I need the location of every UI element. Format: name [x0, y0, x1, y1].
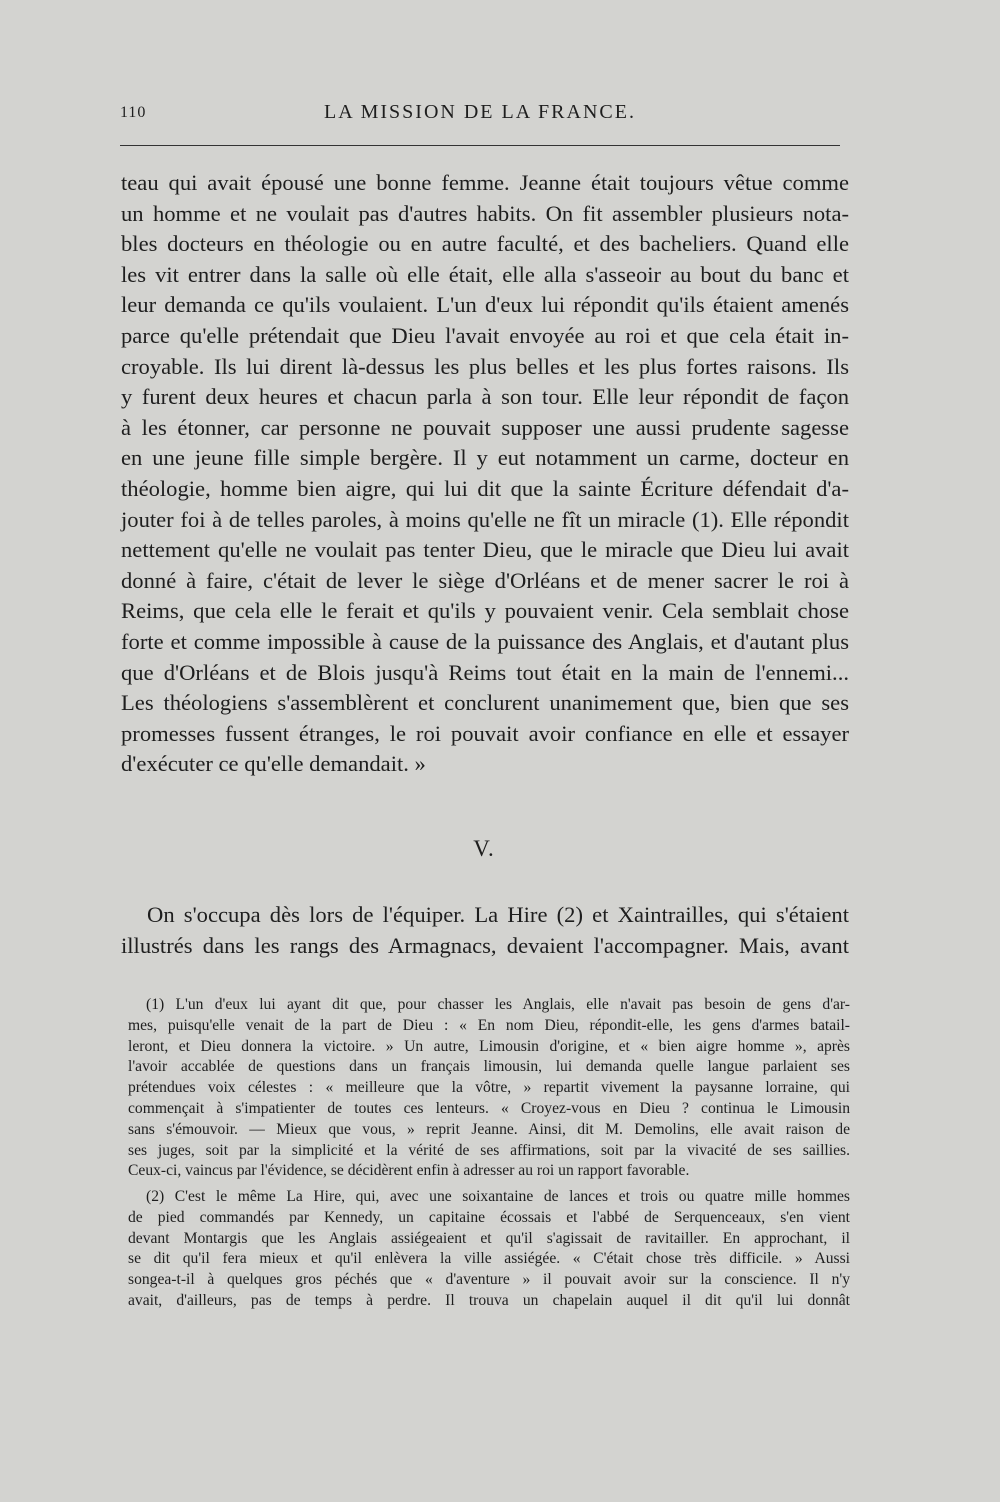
footnote-line: mes, puisqu'elle venait de la part de Dieu : « En nom Dieu, répondit-elle, les gens d'armes batail-: [128, 1016, 850, 1034]
text-line: leur demanda ce qu'ils voulaient. L'un d'eux lui répondit qu'ils étaient amenés: [121, 292, 849, 318]
text-line: Les théologiens s'assemblèrent et conclurent unanimement que, bien que ses: [121, 690, 849, 716]
text-line: théologie, homme bien aigre, qui lui dit que la sainte Écriture défendait d'a-: [121, 475, 849, 501]
header-rule: [120, 145, 840, 146]
footnote-line: avait, d'ailleurs, pas de temps à perdre. Il trouva un chapelain auquel il dit qu'il lui donnât: [128, 1291, 850, 1309]
text-line: nettement qu'elle ne voulait pas tenter Dieu, que le miracle que Dieu lui avait: [121, 537, 849, 563]
section-heading: V.: [473, 836, 495, 861]
text-line: en une jeune fille simple bergère. Il y eut notamment un carme, docteur en: [121, 445, 849, 471]
text-line: promesses fussent étranges, le roi pouvait avoir confiance en elle et essayer: [121, 720, 849, 746]
footnote-line: songea-t-il à quelques gros péchés que « d'aventure » il pouvait avoir sur la conscience. Il n'y: [128, 1271, 850, 1289]
footnote-1: [128, 995, 850, 1182]
page-number: 110: [120, 104, 147, 121]
footnote-2: [128, 1187, 850, 1312]
body-paragraph: [121, 900, 849, 961]
footnote-line: devant Montargis que les Anglais assiégeaient et qu'il s'agissait de ravitailler. En approchant, il: [128, 1229, 850, 1247]
text-line: un homme et ne voulait pas d'autres habits. On fit assembler plusieurs nota-: [121, 200, 849, 226]
body-paragraph: [121, 168, 849, 780]
text-line: donné à faire, c'était de lever le siège d'Orléans et de mener sacrer le roi à: [121, 567, 849, 593]
footnote-line: Ceux-ci, vaincus par l'évidence, se décidèrent enfin à adresser au roi un rapport favorable.: [128, 1162, 690, 1180]
footnote-line: se dit qu'il fera mieux et qu'il enlèvera la ville assiégée. « C'était chose très difficile. » Aussi: [128, 1250, 850, 1268]
footnote-line: commençait à s'impatienter de toutes ces lenteurs. « Croyez-vous en Dieu ? continua le Limousin: [128, 1099, 850, 1117]
text-line: On s'occupa dès lors de l'équiper. La Hire (2) et Xaintrailles, qui s'étaient: [147, 902, 849, 927]
text-line: que d'Orléans et de Blois jusqu'à Reims tout était en la main de l'ennemi...: [121, 659, 849, 685]
footnote-line: sans s'émouvoir. — Mieux que vous, » reprit Jeanne. Ainsi, dit M. Demolins, elle avait raison de: [128, 1120, 850, 1138]
text-line: y furent deux heures et chacun parla à son tour. Elle leur répondit de façon: [121, 384, 849, 410]
text-line: croyable. Ils lui dirent là-dessus les plus belles et les plus fortes raisons. Ils: [121, 353, 849, 379]
text-line: illustrés dans les rangs des Armagnacs, devaient l'accompagner. Mais, avant: [121, 932, 849, 958]
text-line: parce qu'elle prétendait que Dieu l'avait envoyée au roi et que cela était in-: [121, 322, 849, 348]
footnote-line: ses juges, soit par la simplicité et la vérité de ses affirmations, soit par la vivacité de ses saillies.: [128, 1141, 850, 1159]
footnote-line: de pied commandés par Kennedy, un capitaine écossais et l'abbé de Serquenceaux, s'en vient: [128, 1208, 850, 1226]
text-line: Reims, que cela elle le ferait et qu'ils y pouvaient venir. Cela semblait chose: [121, 598, 849, 624]
text-line: les vit entrer dans la salle où elle était, elle alla s'asseoir au bout du banc et: [121, 261, 849, 287]
running-title: LA MISSION DE LA FRANCE.: [324, 101, 636, 123]
text-line: bles docteurs en théologie ou en autre faculté, et des bacheliers. Quand elle: [121, 231, 849, 257]
footnote-line: l'avoir accablée de questions dans un français limousin, lui demanda quelle langue parlaient ses: [128, 1058, 850, 1076]
text-line: forte et comme impossible à cause de la puissance des Anglais, et d'autant plus: [121, 628, 849, 654]
page-header: [120, 101, 840, 131]
text-line: jouter foi à de telles paroles, à moins qu'elle ne fît un miracle (1). Elle répondit: [121, 506, 849, 532]
text-line: teau qui avait épousé une bonne femme. Jeanne était toujours vêtue comme: [121, 170, 849, 195]
text-line: à les étonner, car personne ne pouvait supposer une aussi prudente sagesse: [121, 414, 849, 440]
footnote-line: prétendues voix célestes : « meilleure que la vôtre, » repartit vivement la paysanne lorraine, qui: [128, 1079, 850, 1097]
footnote-line: (2) C'est le même La Hire, qui, avec une soixantaine de lances et trois ou quatre mille hommes: [146, 1188, 850, 1205]
footnote-line: (1) L'un d'eux lui ayant dit que, pour chasser les Anglais, elle n'avait pas besoin de gens d'ar-: [146, 996, 850, 1013]
footnote-line: leront, et Dieu donnera la victoire. » Un autre, Limousin d'origine, et « bien aigre homme », après: [128, 1037, 850, 1055]
text-line: d'exécuter ce qu'elle demandait. »: [121, 751, 426, 777]
